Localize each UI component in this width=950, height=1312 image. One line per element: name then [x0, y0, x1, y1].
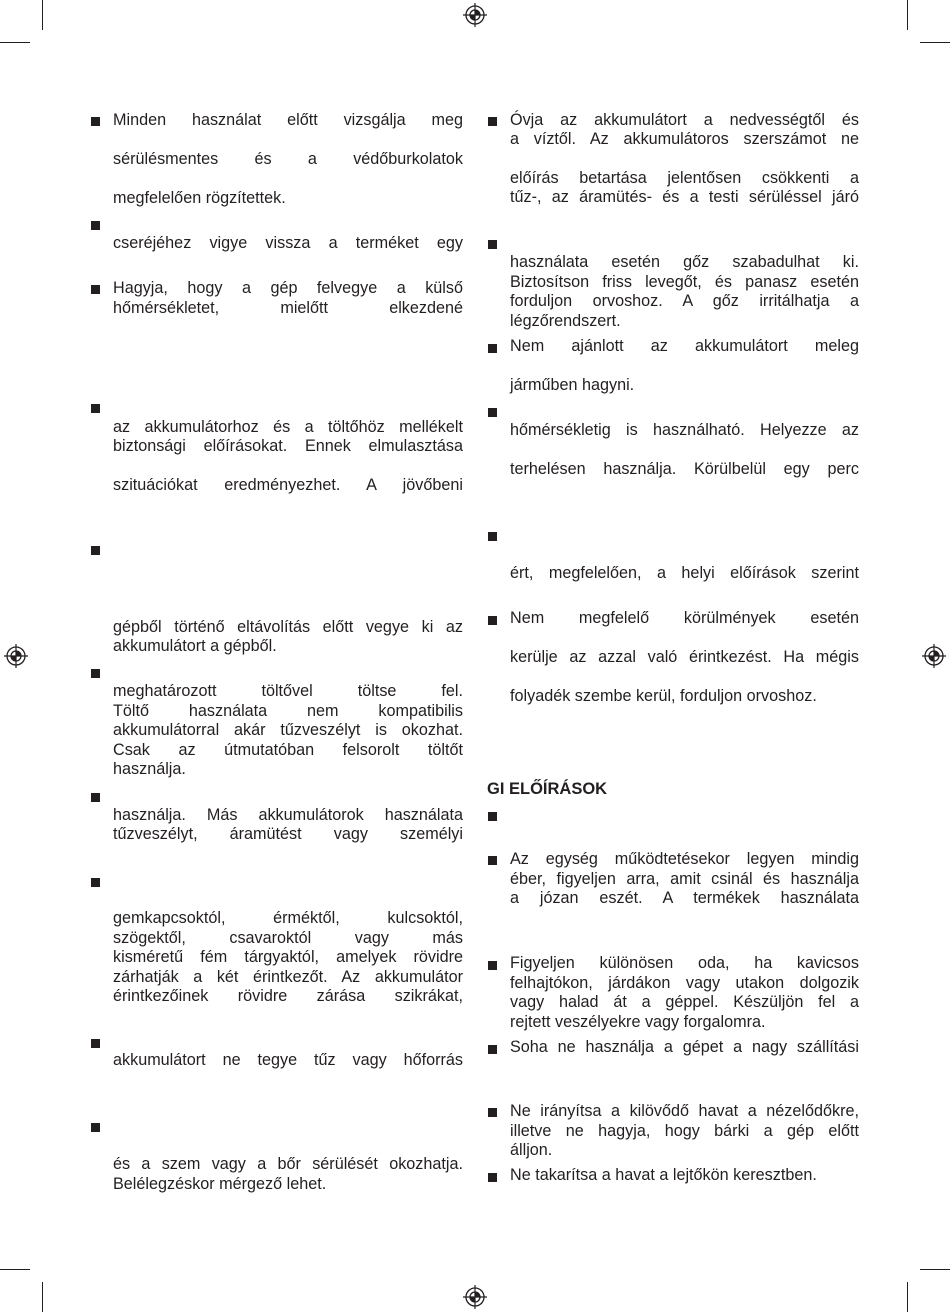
body-text-line: Minden használat előtt vizsgálja meg [113, 111, 463, 129]
body-text-line: előírás betartása jelentősen csökkenti a [510, 169, 859, 187]
bullet-icon [91, 285, 100, 294]
body-text-line: folyadék szembe kerül, forduljon orvoshoz. [510, 687, 817, 705]
body-text-line: Biztosítson friss levegőt, és panasz esetén [510, 273, 859, 291]
crop-mark-bottom-right-v [907, 1282, 908, 1312]
body-text-line: légzőrendszert. [510, 312, 621, 330]
crop-mark-top-left-v [42, 0, 43, 30]
body-text-line: hőmérsékletet, mielőtt elkezdené [113, 299, 463, 317]
bullet-icon [488, 856, 497, 865]
registration-mark-icon [463, 1285, 487, 1309]
bullet-icon [488, 240, 497, 249]
bullet-icon [488, 616, 497, 625]
body-text-line: Töltő használata nem kompatibilis [113, 702, 463, 720]
body-text-line: Figyeljen különösen oda, ha kavicsos [510, 954, 859, 972]
bullet-icon [488, 1173, 497, 1182]
body-text-line: gemkapcsoktól, érméktől, kulcsoktól, [113, 909, 463, 927]
registration-mark-icon [463, 3, 487, 27]
body-text-line: járműben hagyni. [510, 376, 635, 394]
body-text-line: és a szem vagy a bőr sérülését okozhatja. [113, 1155, 463, 1173]
body-text-line: Soha ne használja a gépet a nagy szállítási [510, 1038, 859, 1056]
bullet-icon [91, 404, 100, 413]
body-text-line: éber, figyeljen arra, amit csinál és használja [510, 870, 859, 888]
registration-mark-icon [922, 644, 946, 668]
bullet-icon [91, 878, 100, 887]
crop-mark-top-left-h [0, 42, 30, 43]
body-text-line: illetve ne hagyja, hogy bárki a gép előtt [510, 1122, 859, 1140]
body-text-line: sérülésmentes és a védőburkolatok [113, 150, 463, 168]
body-text-line: szögektől, csavaroktól vagy más [113, 929, 463, 947]
body-text-line: Óvja az akkumulátort a nedvességtől és [510, 111, 859, 129]
bullet-icon [91, 1123, 100, 1132]
body-text-line: akkumulátort a gépből. [113, 637, 277, 655]
body-text-line: Csak az útmutatóban felsorolt töltőt [113, 741, 463, 759]
section-heading: GI ELŐÍRÁSOK [487, 780, 608, 798]
crop-mark-bottom-left-v [42, 1282, 43, 1312]
body-text-line: felhajtókon, járdákon vagy utakon dolgozik [510, 974, 859, 992]
body-text-line: akkumulátort ne tegye tűz vagy hőforrás [113, 1051, 463, 1069]
body-text-line: szituációkat eredményezhet. A jövőbeni [113, 476, 463, 494]
body-text-line: használata esetén gőz szabadulhat ki. [510, 253, 859, 271]
crop-mark-bottom-right-h [920, 1269, 950, 1270]
crop-mark-bottom-left-h [0, 1269, 30, 1270]
bullet-icon [488, 344, 497, 353]
body-text-line: Hagyja, hogy a gép felvegye a külső [113, 279, 463, 297]
registration-mark-icon [4, 644, 28, 668]
bullet-icon [488, 532, 497, 541]
bullet-icon [488, 117, 497, 126]
body-text-line: rejtett veszélyekre vagy forgalomra. [510, 1013, 766, 1031]
body-text-line: vagy halad át a géppel. Készüljön fel a [510, 993, 859, 1011]
crop-mark-top-right-h [920, 42, 950, 43]
body-text-line: zárhatják a két érintkezőt. Az akkumulátor [113, 968, 463, 986]
body-text-line: a józan eszét. A termékek használata [510, 889, 859, 907]
body-text-line: meghatározott töltővel töltse fel. [113, 682, 463, 700]
body-text-line: kisméretű fém tárgyaktól, amelyek rövidre [113, 948, 463, 966]
body-text-line: Ne takarítsa a havat a lejtőkön keresztben. [510, 1166, 817, 1184]
body-text-line: Nem ajánlott az akkumulátort meleg [510, 337, 859, 355]
bullet-icon [91, 117, 100, 126]
body-text-line: terhelésen használja. Körülbelül egy perc [510, 460, 859, 478]
bullet-icon [488, 961, 497, 970]
body-text-line: cseréjéhez vigye vissza a terméket egy [113, 234, 463, 252]
body-text-line: megfelelően rögzítettek. [113, 189, 286, 207]
bullet-icon [488, 812, 497, 821]
body-text-line: használja. [113, 760, 186, 778]
body-text-line: Az egység működtetésekor legyen mindig [510, 850, 859, 868]
body-text-line: kerülje az azzal való érintkezést. Ha mégis [510, 648, 859, 666]
body-text-line: használja. Más akkumulátorok használata [113, 806, 463, 824]
body-text-line: a víztől. Az akkumulátoros szerszámot ne [510, 130, 859, 148]
body-text-line: érintkezőinek rövidre zárása szikrákat, [113, 987, 463, 1005]
bullet-icon [488, 1045, 497, 1054]
bullet-icon [488, 408, 497, 417]
bullet-icon [91, 221, 100, 230]
body-text-line: tűzveszélyt, áramütést vagy személyi [113, 825, 463, 843]
body-text-line: Ne irányítsa a kilövődő havat a nézelődőkre, [510, 1102, 859, 1120]
body-text-line: tűz-, az áramütés- és a testi sérüléssel járó [510, 188, 859, 206]
body-text-line: Belélegzéskor mérgező lehet. [113, 1175, 327, 1193]
body-text-line: Nem megfelelő körülmények esetén [510, 609, 859, 627]
body-text-line: ért, megfelelően, a helyi előírások szerint [510, 564, 859, 582]
bullet-icon [91, 793, 100, 802]
bullet-icon [488, 1108, 497, 1117]
body-text-line: forduljon orvoshoz. A gőz irritálhatja a [510, 292, 859, 310]
crop-mark-top-right-v [907, 0, 908, 30]
bullet-icon [91, 546, 100, 555]
bullet-icon [91, 669, 100, 678]
body-text-line: hőmérsékletig is használható. Helyezze az [510, 421, 859, 439]
body-text-line: biztonsági előírásokat. Ennek elmulasztása [113, 437, 463, 455]
body-text-line: az akkumulátorhoz és a töltőhöz mellékelt [113, 418, 463, 436]
body-text-line: akkumulátorral akár tűzveszélyt is okozhat. [113, 721, 463, 739]
body-text-line: álljon. [510, 1141, 553, 1159]
bullet-icon [91, 1039, 100, 1048]
body-text-line: gépből történő eltávolítás előtt vegye ki az [113, 618, 463, 636]
